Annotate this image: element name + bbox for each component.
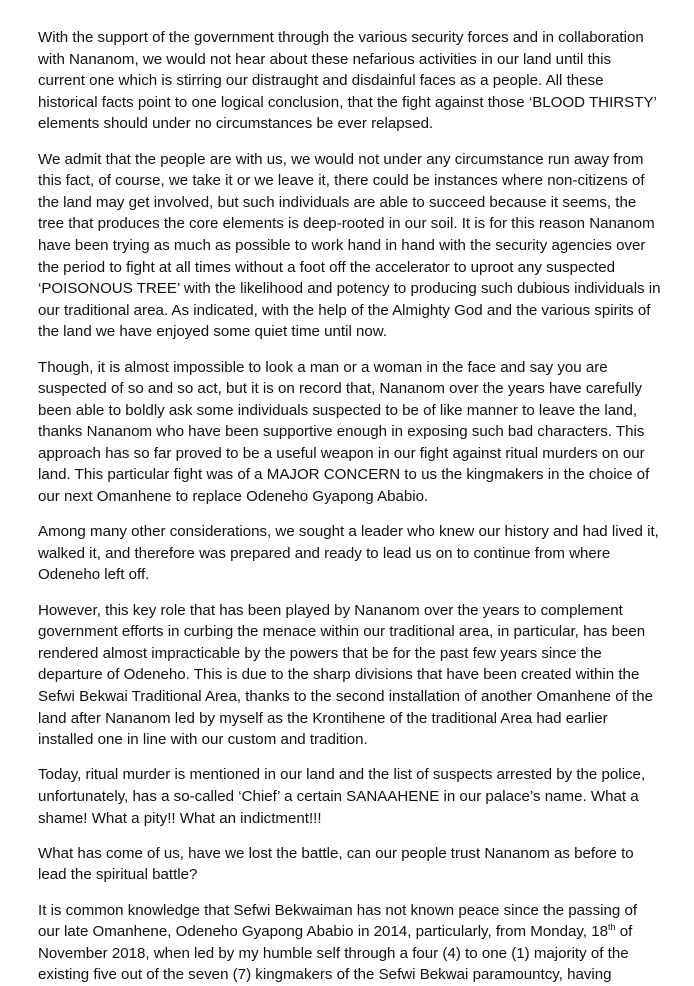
- ordinal-suffix: th: [608, 922, 616, 933]
- paragraph-8: [38, 900, 662, 986]
- paragraph-3: Though, it is almost impossible to look a man or a woman in the face and say you are suspected of so and so act, but it is on record that, Nananom over the years have carefully been able to boldly ask some individuals suspected to be of like manner to leave the land, thanks Nananom who have been supportive enough in exposing such bad characters. This approach has so far proved to be a useful weapon in our fight against ritual murders on our land. This particular fight was of a MAJOR CONCERN to us the kingmakers in the choice of our next Omanhene to replace Odeneho Gyapong Ababio.: [38, 358, 650, 506]
- paragraph-7: What has come of us, have we lost the battle, can our people trust Nananom as before to lead the spiritual battle?: [38, 844, 634, 884]
- paragraph-4: Among many other considerations, we sought a leader who knew our history and had lived it, walked it, and therefore was prepared and ready to lead us on to continue from where Odeneho left off.: [38, 523, 659, 584]
- paragraph-5: However, this key role that has been played by Nananom over the years to complement government efforts in curbing the menace within our traditional area, in particular, has been rendered almost impracticable by the powers that be for the past few years since the departure of Odeneho. This is due to the sharp divisions that have been created within the Sefwi Bekwai Traditional Area, thanks to the second installation of another Omanhene of the land after Nananom led by myself as the Krontihene of the traditional Area had earlier installed one in line with our custom and tradition.: [38, 601, 654, 749]
- document-page: [38, 27, 662, 986]
- paragraph-2: We admit that the people are with us, we would not under any circumstance run away from this fact, of course, we take it or we leave it, there could be instances where non-citizens of the land may get involved, but such individuals are able to succeed because it seems, the tree that produces the core elements is deep-rooted in our soil. It is for this reason Nananom have been trying as much as possible to work hand in hand with the security agencies over the period to fight at all times without a foot off the accelerator to uproot any suspected ‘POISONOUS TREE’ with the likelihood and potency to producing such dubious individuals in our traditional area. As indicated, with the help of the Almighty God and the various spirits of the land we have enjoyed some quiet time until now.: [38, 150, 661, 341]
- paragraph-6: Today, ritual murder is mentioned in our land and the list of suspects arrested by the police, unfortunately, has a so-called ‘Chief’ a certain SANAAHENE in our palace’s name. What a shame! What a pity!! What an indictment!!!: [38, 766, 646, 827]
- paragraph-1: With the support of the government through the various security forces and in collaboration with Nananom, we would not hear about these nefarious activities in our land until this current one which is stirring our distraught and disdainful faces as a people. All these historical facts point to one logical conclusion, that the fight against those ‘BLOOD THIRSTY’ elements should under no circumstances be ever relapsed.: [38, 29, 657, 133]
- paragraph-8-start: It is common knowledge that Sefwi Bekwaiman has not known peace since the passing of our late Omanhene, Odeneho Gyapong Ababio in 2014, particularly, from Monday, 18: [38, 901, 638, 941]
- paragraph-8-end: of November 2018, when led by my humble self through a four (4) to one (1) majority of the existing five out of the seven (7) kingmakers of the Sefwi Bekwai paramountcy, having: [38, 923, 633, 984]
